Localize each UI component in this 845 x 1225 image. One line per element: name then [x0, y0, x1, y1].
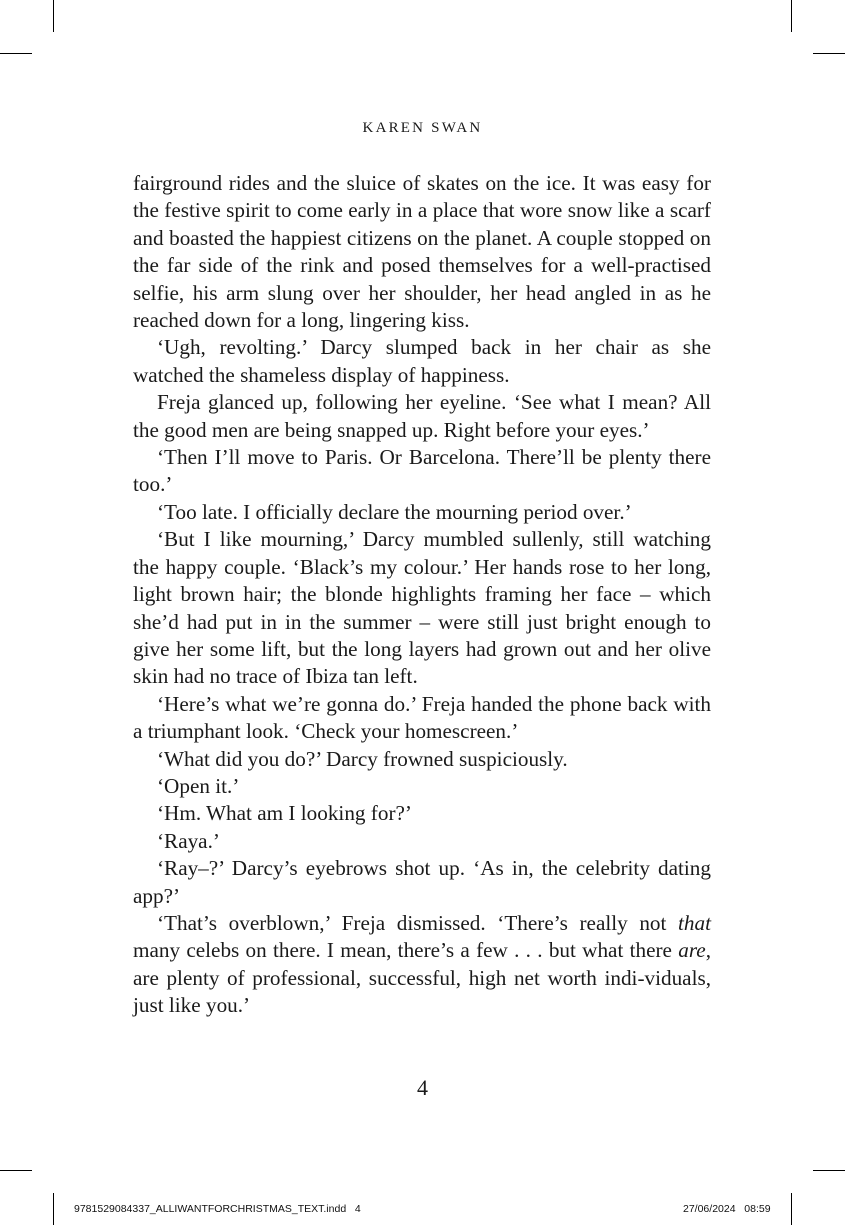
paragraph-segment: many celebs on there. I mean, there’s a few . . . but what there	[133, 938, 679, 963]
body-text	[133, 170, 711, 1020]
italic-emphasis: that	[678, 910, 711, 935]
slug-filename: 9781529084337_ALLIWANTFORCHRISTMAS_TEXT.indd 4	[74, 1203, 361, 1215]
page-number: 4	[417, 1075, 428, 1100]
paragraph: ‘Ray–?’ Darcy’s eyebrows shot up. ‘As in, the celebrity dating app?’	[133, 856, 711, 908]
running-head: KAREN SWAN	[362, 120, 483, 136]
italic-emphasis: are	[678, 938, 706, 963]
paragraph: ‘What did you do?’ Darcy frowned suspiciously.	[157, 746, 568, 771]
paragraph: ‘But I like mourning,’ Darcy mumbled sullenly, still watching the happy couple. ‘Black’s my colour.’ Her hands rose to her long, light brown hair; the blonde highlights framing her face – which she’d had put in in the summer – were still just bright enough to give her some lift, but the long layers had grown out and her olive skin had no trace of Ibiza tan left.	[133, 527, 711, 689]
paragraph: ‘Then I’ll move to Paris. Or Barcelona. There’ll be plenty there too.’	[133, 445, 711, 497]
paragraph	[133, 910, 711, 1020]
paragraph: ‘Ugh, revolting.’ Darcy slumped back in her chair as she watched the shameless display of happiness.	[133, 335, 711, 387]
paragraph: Freja glanced up, following her eyeline. ‘See what I mean? All the good men are being snapped up. Right before your eyes.’	[133, 390, 711, 442]
paragraph: ‘Hm. What am I looking for?’	[157, 801, 412, 826]
crop-mark-left-top	[0, 53, 32, 54]
crop-mark-top-right	[791, 0, 792, 32]
crop-mark-bottom-right	[791, 1193, 792, 1225]
paragraph: ‘Raya.’	[157, 828, 220, 853]
crop-mark-right-bottom	[813, 1170, 845, 1171]
crop-mark-left-bottom	[0, 1170, 32, 1171]
crop-mark-bottom-left	[53, 1193, 54, 1225]
crop-mark-top-left	[53, 0, 54, 32]
paragraph-segment: , are plenty of professional, successful, high net worth indi-viduals, just like you.’	[133, 938, 711, 1018]
paragraph: ‘Too late. I officially declare the mourning period over.’	[157, 499, 632, 524]
crop-mark-right-top	[813, 53, 845, 54]
paragraph-segment: ‘That’s overblown,’ Freja dismissed. ‘There’s really not	[157, 910, 679, 935]
paragraph: ‘Here’s what we’re gonna do.’ Freja handed the phone back with a triumphant look. ‘Check your homescreen.’	[133, 691, 711, 744]
paragraph: fairground rides and the sluice of skates on the ice. It was easy for the festive spirit to come early in a place that wore snow like a scarf and boasted the happiest citizens on the planet. A couple stopped on the far side of the rink and posed themselves for a well-practised selfie, his arm slung over her shoulder, her head angled in as he reached down for a long, lingering kiss.	[133, 171, 711, 333]
slug-datetime: 27/06/2024 08:59	[683, 1203, 771, 1215]
paragraph: ‘Open it.’	[157, 773, 240, 798]
